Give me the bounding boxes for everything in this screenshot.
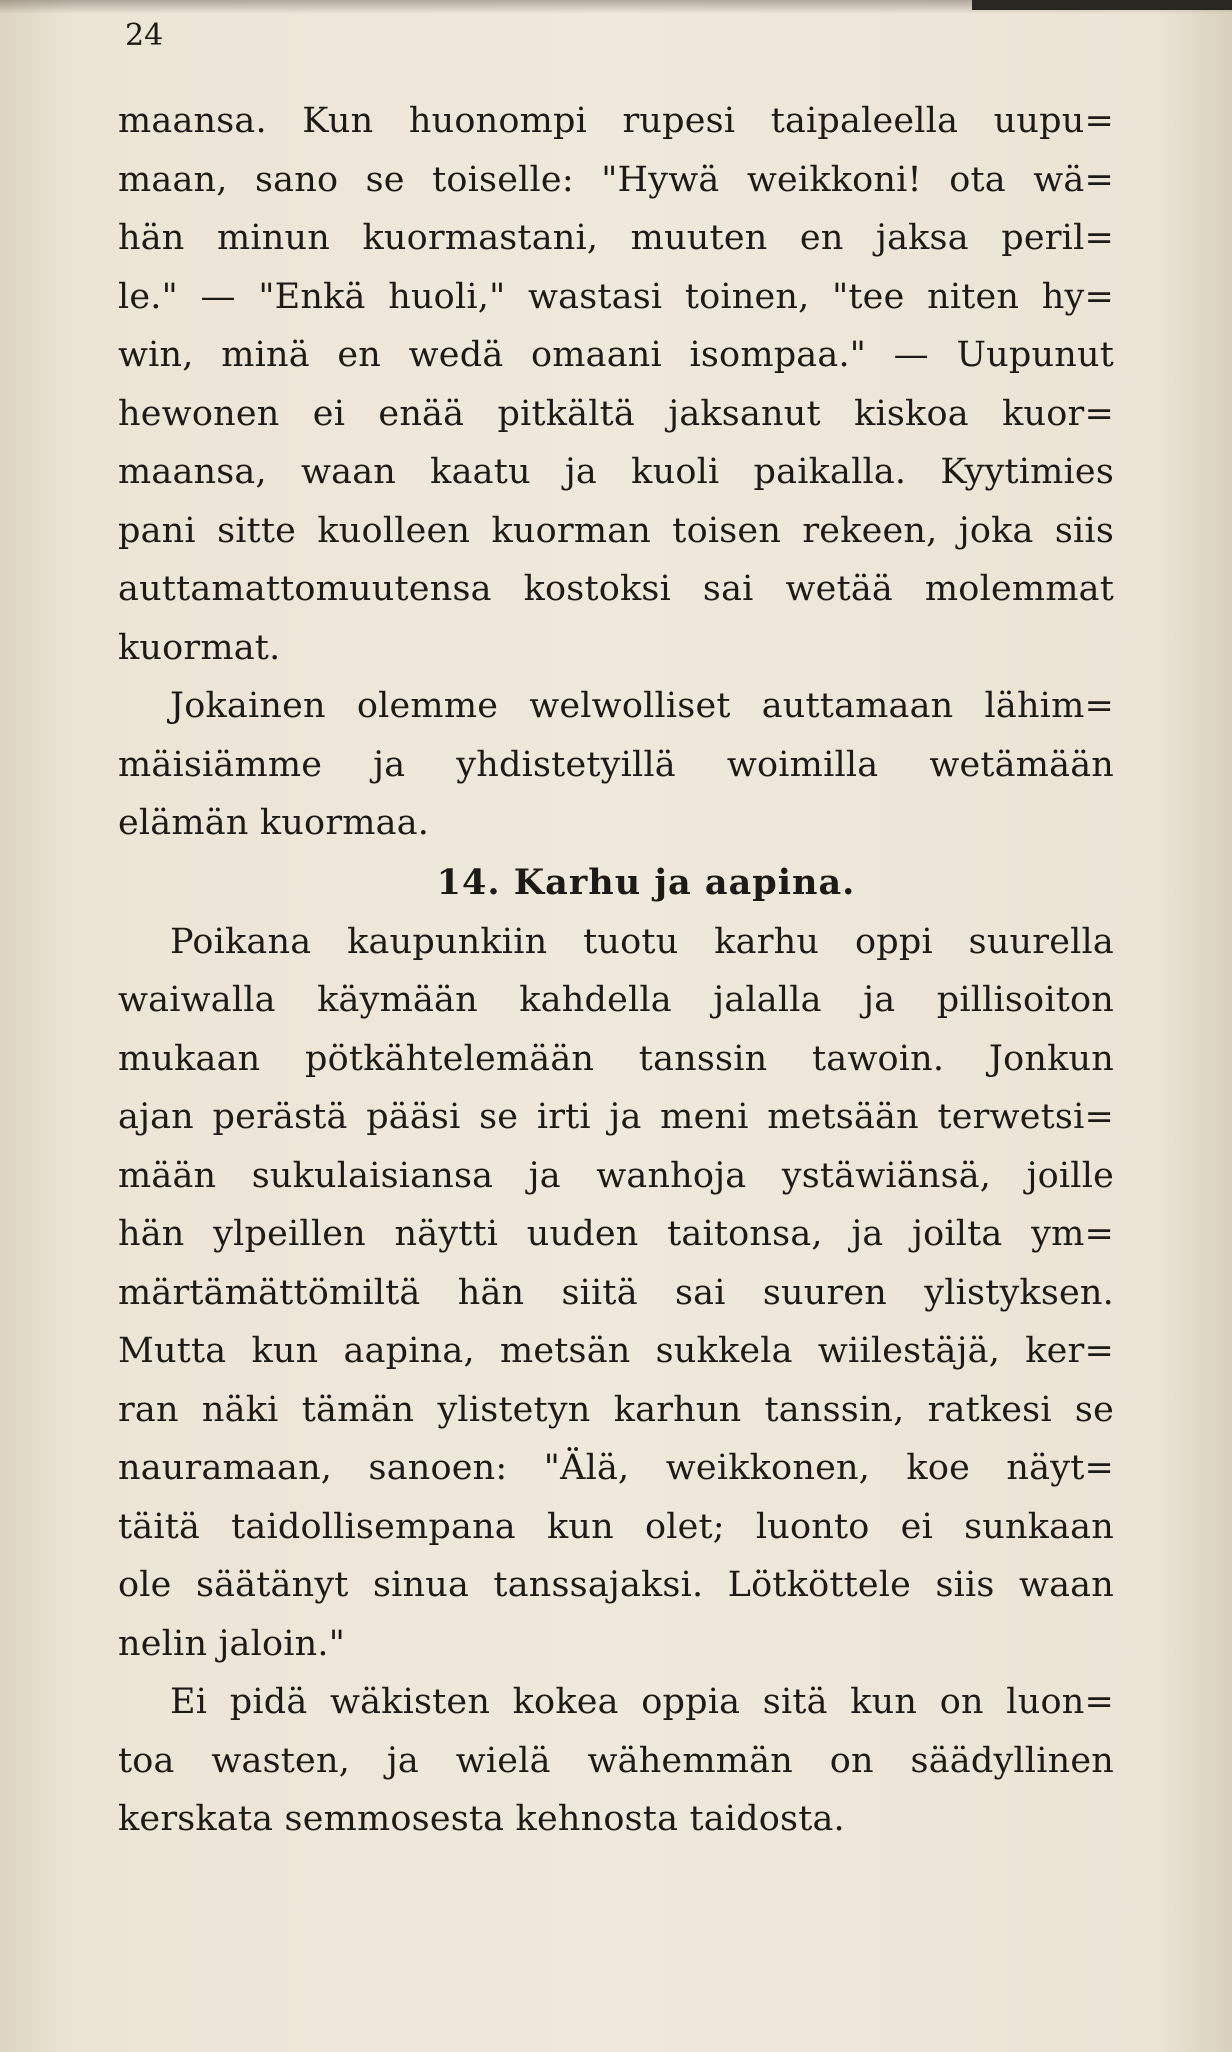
text-line: Poikana kaupunkiin tuotu karhu oppi suurella <box>170 921 1114 962</box>
text-line: Ei pidä wäkisten kokea oppia sitä kun on luon= <box>170 1682 1114 1722</box>
text-block <box>118 92 1114 1849</box>
text-line: pani sitte kuolleen kuorman toisen rekeen, joka siis <box>118 510 1114 551</box>
text-line: kuormat. <box>118 627 281 668</box>
text-line: auttamattomuutensa kostoksi sai wetää molemmat <box>118 569 1114 609</box>
text-line: ajan perästä pääsi se irti ja meni metsään terwetsi= <box>118 1097 1114 1137</box>
text-line: mukaan pötkähtelemään tanssin tawoin. Jonkun <box>118 1038 1114 1079</box>
text-line: nelin jaloin." <box>118 1623 346 1664</box>
page-top-rule <box>972 0 1232 10</box>
text-line: kerskata semmosesta kehnosta taidosta. <box>118 1799 845 1839</box>
text-line: märtämättömiltä hän siitä sai suuren ylistyksen. <box>118 1272 1114 1313</box>
text-line: mään sukulaisiansa ja wanhoja ystäwiänsä, joille <box>118 1155 1114 1196</box>
text-line: win, minä en wedä omaani isompaa." — Uupunut <box>118 335 1114 375</box>
text-line: waiwalla käymään kahdella jalalla ja pillisoiton <box>118 980 1114 1020</box>
section-heading: 14. Karhu ja aapina. <box>436 861 856 903</box>
text-line: ran näki tämän ylistetyn karhun tanssin, ratkesi se <box>118 1389 1114 1430</box>
text-line: mäisiämme ja yhdistetyillä woimilla wetämään <box>118 744 1114 785</box>
text-line: toa wasten, ja wielä wähemmän on säädyllinen <box>118 1740 1114 1781</box>
text-line: maan, sano se toiselle: "Hywä weikkoni! ota wä= <box>118 159 1114 200</box>
text-line: hän minun kuormastani, muuten en jaksa peril= <box>118 218 1114 258</box>
text-line: le." — "Enkä huoli," wastasi toinen, "tee niten hy= <box>118 276 1114 317</box>
text-line: maansa. Kun huonompi rupesi taipaleella uupu= <box>118 101 1114 141</box>
text-line: hän ylpeillen näytti uuden taitonsa, ja joilta ym= <box>118 1214 1114 1254</box>
text-line: täitä taidollisempana kun olet; luonto ei sunkaan <box>118 1506 1114 1547</box>
text-line: nauramaan, sanoen: "Älä, weikkonen, koe näyt= <box>118 1448 1114 1488</box>
text-line: elämän kuormaa. <box>118 803 430 843</box>
text-line: Mutta kun aapina, metsän sukkela wiilestäjä, ker= <box>118 1331 1114 1371</box>
page-number: 24 <box>125 18 164 53</box>
text-line: ole säätänyt sinua tanssajaksi. Lötköttele siis waan <box>118 1565 1114 1605</box>
text-line: hewonen ei enää pitkältä jaksanut kiskoa kuor= <box>118 393 1114 434</box>
text-line: Jokainen olemme welwolliset auttamaan lähim= <box>170 686 1114 726</box>
text-line: maansa, waan kaatu ja kuoli paikalla. Kyytimies <box>118 452 1114 492</box>
